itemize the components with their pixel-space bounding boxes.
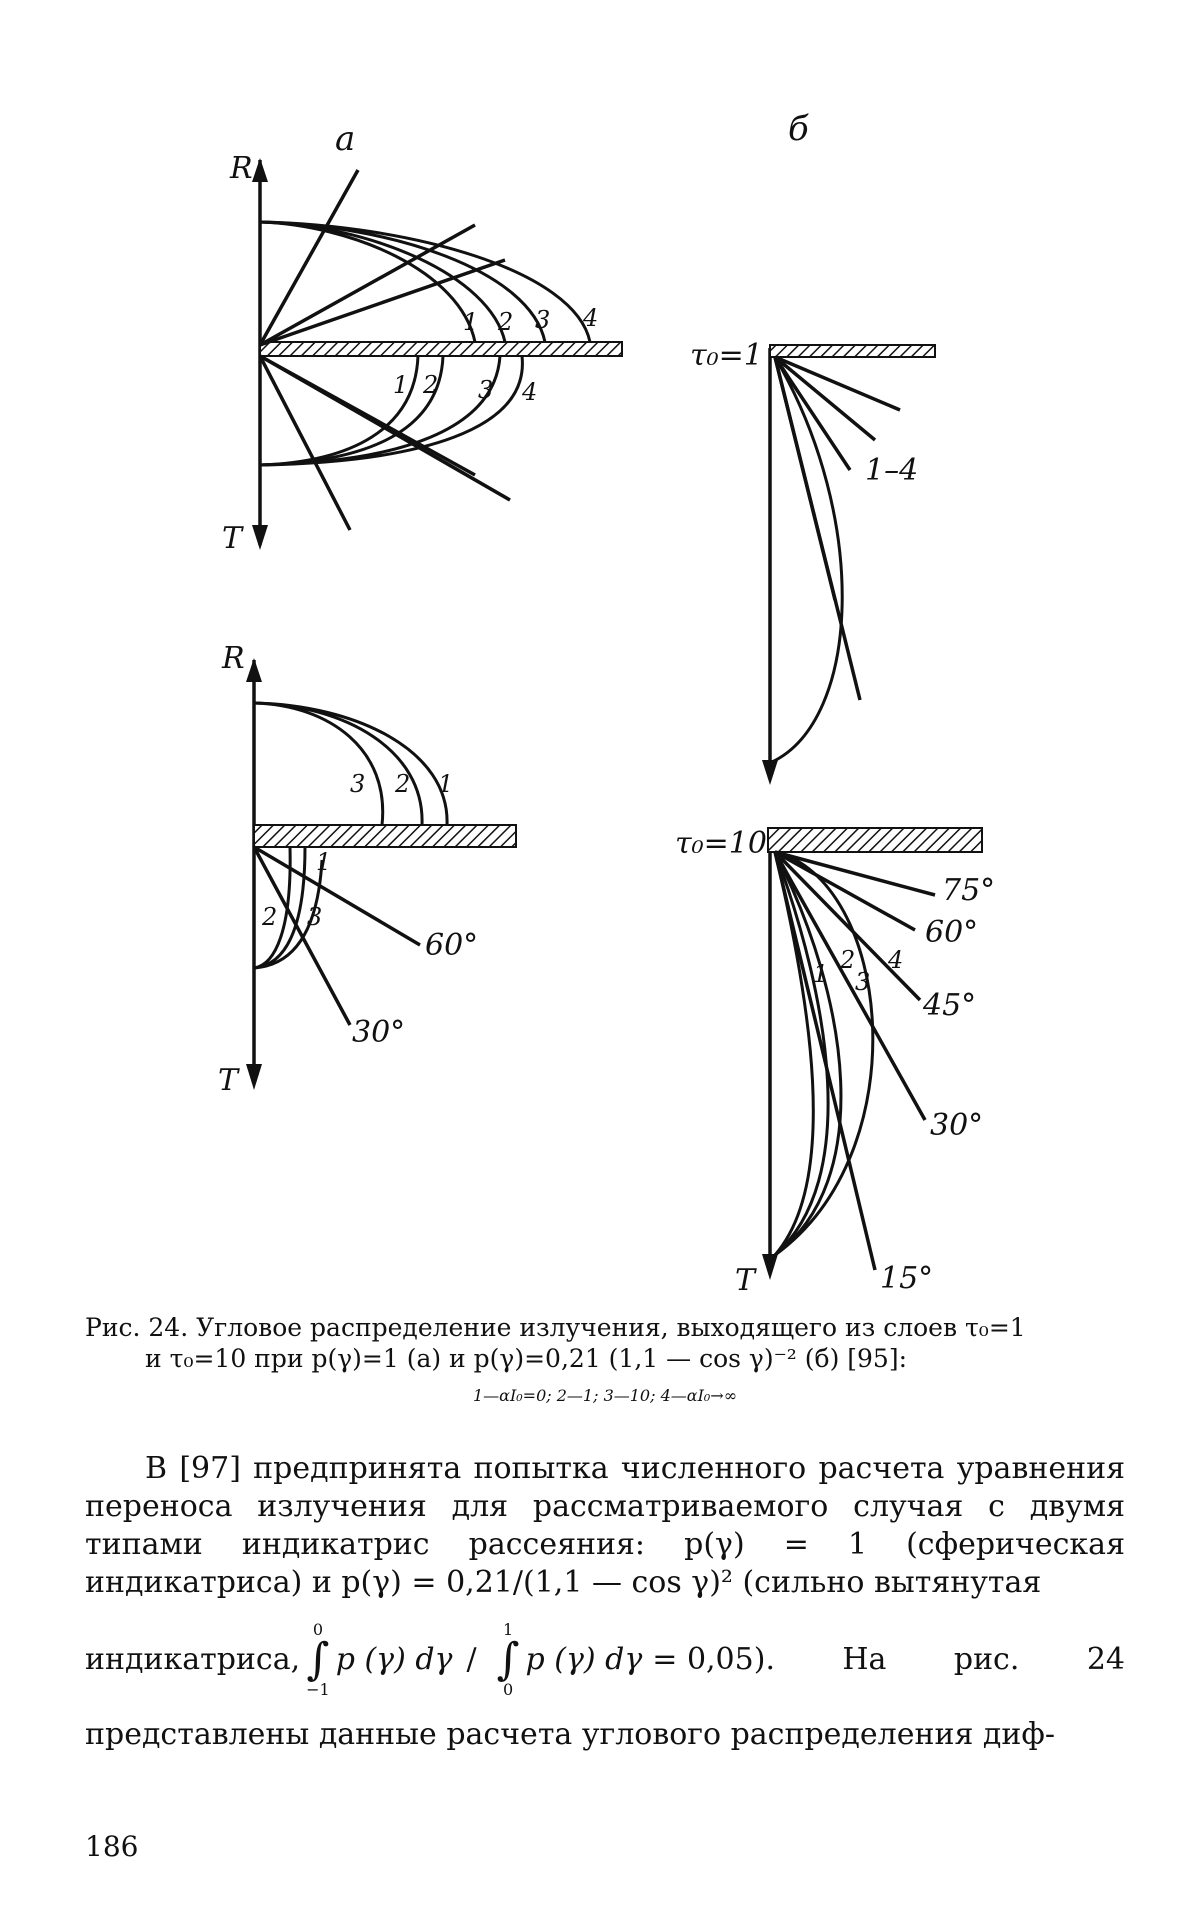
integrand: p (γ) dγ xyxy=(335,1642,453,1677)
panel-letter-a: a xyxy=(335,119,356,159)
curve-label: 1 xyxy=(438,770,454,798)
integral-icon: ∫ xyxy=(496,1634,520,1685)
curve-label: 1 xyxy=(463,308,479,336)
arrow-down-icon xyxy=(762,1254,778,1280)
curve-label: 4 xyxy=(522,378,538,406)
angle-label: 60° xyxy=(925,915,979,950)
angle-label: 15° xyxy=(880,1261,934,1296)
arrow-down-icon xyxy=(252,525,268,550)
integrand: p (γ) dγ xyxy=(525,1642,643,1677)
curve-label: 4 xyxy=(583,304,599,332)
ray-45deg xyxy=(775,852,920,1000)
curve-label: 2 xyxy=(262,903,278,931)
angle-label: 45° xyxy=(923,988,977,1023)
arrow-up-icon xyxy=(252,158,268,182)
caption-line-1: Рис. 24. Угловое распределение излучения, выходящего из слоев τ₀=1 xyxy=(85,1313,1026,1342)
panel-letter-b: б xyxy=(788,109,809,149)
axis-label-T: T xyxy=(218,1063,239,1098)
formula-line xyxy=(85,1622,1125,1698)
curve-label: 2 xyxy=(423,371,439,399)
curve-label: 2 xyxy=(840,946,856,974)
integral-1 xyxy=(306,1622,330,1698)
curve-1-4 xyxy=(772,357,842,762)
curve-label: 4 xyxy=(888,946,904,974)
arrow-down-icon xyxy=(246,1064,262,1090)
axis-label-T: T xyxy=(735,1263,756,1298)
integral-upper: 1 xyxy=(502,1620,514,1639)
slab-a-bottom xyxy=(254,825,516,847)
panel-b-top xyxy=(690,109,935,785)
curve-label: 1 xyxy=(813,960,829,988)
divider: / xyxy=(466,1642,477,1677)
curve-label: 2 xyxy=(395,770,411,798)
integral-lower: −1 xyxy=(306,1680,330,1699)
curve-label: 1–4 xyxy=(865,453,919,488)
integral-lower: 0 xyxy=(502,1680,514,1699)
integral-icon: ∫ xyxy=(306,1634,330,1685)
formula-result: = 0,05). xyxy=(652,1642,775,1677)
slab-b-bottom xyxy=(768,828,982,852)
curve-label: 3 xyxy=(478,376,494,404)
figure-caption xyxy=(85,1312,1125,1411)
caption-legend: 1—αI₀=0; 2—1; 3—10; 4—αI₀→∞ xyxy=(472,1386,738,1405)
formula-tail: 24 xyxy=(1086,1642,1125,1677)
ray-75deg xyxy=(775,852,935,895)
paragraph: В [97] предпринята попытка численного расчета уравнения переноса излучения для рассматриваемого случая с двумя типами индикатрис рассеяния: p(γ) = 1 (сферическая индикатриса) и p(γ) = 0,21/(1,1 — cos γ)² (сильно вытянутая xyxy=(85,1451,1125,1600)
curve-label: 3 xyxy=(307,903,323,931)
integral-upper: 0 xyxy=(312,1620,324,1639)
curve-label: 3 xyxy=(535,306,551,334)
panel-b-bottom xyxy=(675,826,995,1298)
slab-a-top xyxy=(260,342,622,356)
panel-a-top xyxy=(222,119,622,556)
caption-line-2: и τ₀=10 при p(γ)=1 (a) и p(γ)=0,21 (1,1 — cos γ)⁻² (б) [95]: xyxy=(145,1344,908,1373)
body-text xyxy=(85,1450,1125,1754)
arrow-down-icon xyxy=(762,760,778,785)
formula-tail: рис. xyxy=(953,1642,1020,1677)
curve-2 xyxy=(254,703,422,825)
curve-label: 1 xyxy=(316,848,332,876)
panel-a-bottom xyxy=(218,641,516,1098)
axis-label-R: R xyxy=(222,641,245,676)
angle-label: 30° xyxy=(930,1108,984,1143)
paragraph: представлены данные расчета углового распределения диф- xyxy=(85,1717,1056,1752)
slab-b-top xyxy=(770,345,935,357)
tau-label: τ₀=1 xyxy=(690,338,763,373)
curve-label: 1 xyxy=(393,371,409,399)
ray xyxy=(775,357,875,440)
integral-2 xyxy=(497,1622,520,1698)
arrow-up-icon xyxy=(246,658,262,682)
curve-label: 2 xyxy=(498,308,514,336)
curve-3 xyxy=(260,356,500,465)
angle-label: 75° xyxy=(942,873,996,908)
curve-1 xyxy=(254,703,447,825)
axis-label-T: T xyxy=(222,521,243,556)
curve-label: 3 xyxy=(350,770,366,798)
formula-prefix: индикатриса, xyxy=(85,1642,301,1677)
axis-label-R: R xyxy=(230,151,253,186)
tau-label: τ₀=10 xyxy=(675,826,767,861)
angle-label: 30° xyxy=(352,1015,406,1050)
angle-label: 60° xyxy=(425,928,479,963)
curve-label: 3 xyxy=(855,968,871,996)
page-number: 186 xyxy=(85,1830,139,1863)
formula-tail: На xyxy=(842,1642,887,1677)
curve-3 xyxy=(254,703,383,825)
